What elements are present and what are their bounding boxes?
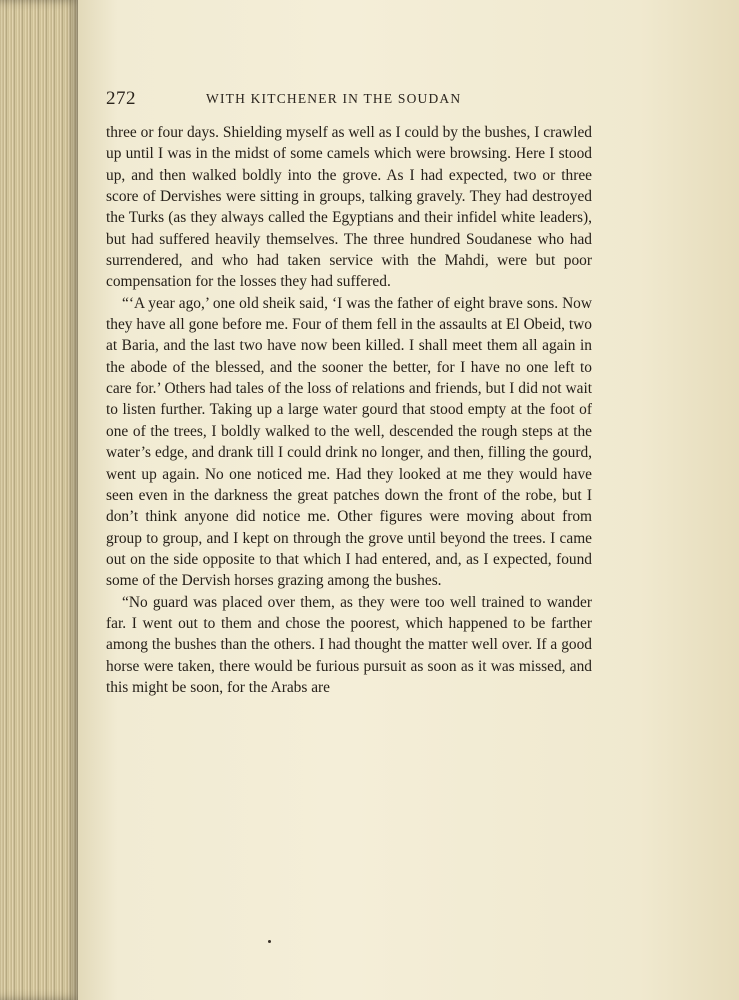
paragraph-3: “No guard was placed over them, as they were too well trained to wander far. I went out to them and chose the poorest, which happened to be farther among the bushes than the others. I had thought the matter well over. If a good horse were taken, there would be furious pursuit as soon as it was missed, and this might be soon, for the Arabs are [106, 593, 592, 696]
body-text [106, 122, 592, 698]
page-edges [0, 0, 80, 1000]
page-header [106, 88, 606, 112]
paragraph-1: three or four days. Shielding myself as well as I could by the bushes, I crawled up until I was in the midst of some camels which were browsing. Here I stood up, and then walked boldly into the grove. As I had expected, two or three score of Dervishes were sitting in groups, talking gravely. They had destroyed the Turks (as they always called the Egyptians and their infidel white leaders), but had suffered heavily themselves. The three hundred Soudanese who had surrendered, and who had taken service with the Mahdi, were but poor compensation for the losses they had suffered. [106, 124, 592, 291]
page-number: 272 [106, 88, 136, 109]
ink-speck [268, 940, 271, 943]
running-head: WITH KITCHENER IN THE SOUDAN [206, 91, 462, 106]
paragraph-2: “‘A year ago,’ one old sheik said, ‘I was the father of eight brave sons. Now they have all gone before me. Four of them fell in the assaults at El Obeid, two at Baria, and the last two have now been killed. I shall meet them all again in the abode of the blessed, and the sooner the better, for I have no one left to care for.’ Others had tales of the loss of relations and friends, but I did not wait to listen further. Taking up a large water gourd that stood empty at the foot of one of the trees, I boldly walked to the well, descended the rough steps at the water’s edge, and drank till I could drink no longer, and then, filling the gourd, went up again. No one noticed me. Had they looked at me they would have seen even in the darkness the great patches down the front of the robe, but I don’t think anyone did notice me. Other figures were moving about from group to group, and I kept on through the grove until beyond the trees. I came out on the side opposite to that which I had entered, and, as I expected, found some of the Dervish horses grazing among the bushes. [106, 294, 592, 590]
